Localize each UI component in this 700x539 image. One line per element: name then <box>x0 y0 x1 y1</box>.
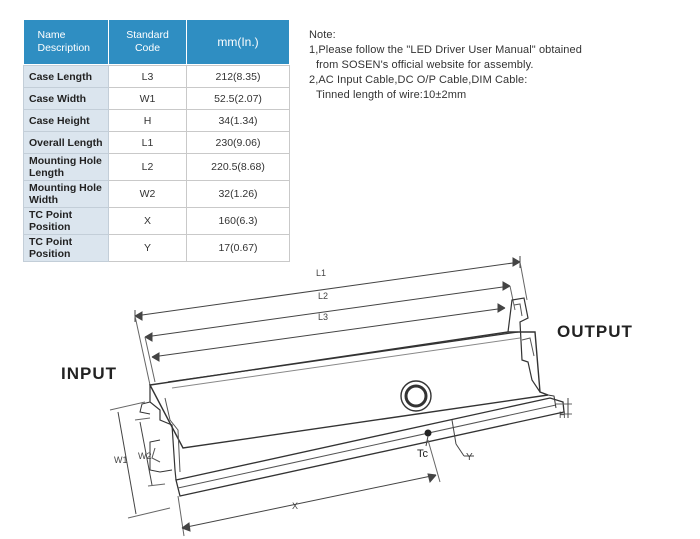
label-x: X <box>292 501 299 511</box>
row-name: Mounting Hole Length <box>24 154 109 181</box>
row-code: L1 <box>109 132 187 154</box>
row-value: 220.5(8.68) <box>187 154 290 181</box>
row-name: Case Length <box>24 66 109 88</box>
row-code: W1 <box>109 88 187 110</box>
row-code: Y <box>109 235 187 262</box>
row-value: 160(6.3) <box>187 208 290 235</box>
row-code: H <box>109 110 187 132</box>
label-l2: L2 <box>318 291 329 301</box>
row-value: 212(8.35) <box>187 66 290 88</box>
label-w2: W2 <box>138 451 152 461</box>
label-y: Y <box>466 452 473 463</box>
header-name-description: Name Description <box>24 20 109 64</box>
row-value: 17(0.67) <box>187 235 290 262</box>
notes-title: Note: <box>309 29 336 41</box>
row-value: 32(1.26) <box>187 181 290 208</box>
row-name: TC Point Position <box>24 208 109 235</box>
input-label: INPUT <box>61 364 117 383</box>
label-w1: W1 <box>114 455 128 465</box>
row-code: X <box>109 208 187 235</box>
note-line: from SOSEN's official website for assembly. <box>316 59 534 71</box>
row-value: 230(9.06) <box>187 132 290 154</box>
header-standard-code: Standard Code <box>109 20 187 64</box>
row-name: Case Height <box>24 110 109 132</box>
label-tc: Tc <box>417 448 428 460</box>
output-label: OUTPUT <box>557 322 633 341</box>
label-l1: L1 <box>316 268 327 278</box>
label-h: H <box>559 410 566 420</box>
row-value: 52.5(2.07) <box>187 88 290 110</box>
row-name: Case Width <box>24 88 109 110</box>
row-name: Overall Length <box>24 132 109 154</box>
header-mm-in: mm(In.) <box>187 20 290 64</box>
row-code: L2 <box>109 154 187 181</box>
row-name: TC Point Position <box>24 235 109 262</box>
note-line: 1,Please follow the "LED Driver User Manual" obtained <box>309 44 582 56</box>
note-line: 2,AC Input Cable,DC O/P Cable,DIM Cable: <box>309 74 528 86</box>
grommet-icon <box>401 381 431 411</box>
note-line: Tinned length of wire:10±2mm <box>316 89 467 101</box>
row-name: Mounting Hole Width <box>24 181 109 208</box>
label-l3: L3 <box>318 312 329 322</box>
row-code: L3 <box>109 66 187 88</box>
row-value: 34(1.34) <box>187 110 290 132</box>
case-body <box>140 298 564 496</box>
row-code: W2 <box>109 181 187 208</box>
